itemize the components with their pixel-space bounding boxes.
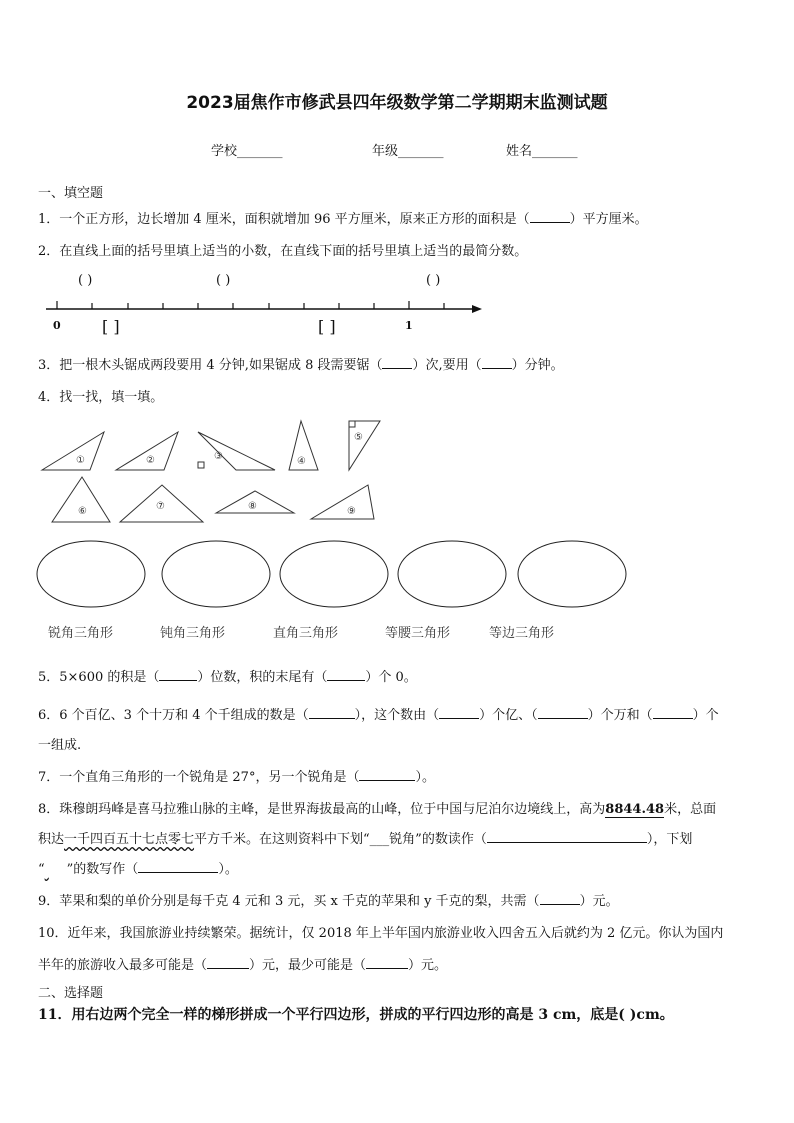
q8-text-g: ”的数写作（ — [66, 862, 139, 877]
school-field[interactable]: 学校_______ — [211, 144, 283, 159]
q6-text-d: ）个万和（ — [587, 708, 653, 723]
q5-text-c: ）个 0。 — [365, 670, 417, 685]
triangle-5-label: ⑤ — [354, 432, 363, 443]
page-title: 2023届焦作市修武县四年级数学第二学期期末监测试题 — [186, 93, 608, 113]
q8-text-a: 8．珠穆朗玛峰是喜马拉雅山脉的主峰，是世界海拔最高的山峰，位于中国与尼泊尔边境线上，高为 — [38, 802, 606, 817]
q3-text-c: ）分钟。 — [511, 358, 564, 373]
ellipse-obtuse[interactable] — [162, 541, 270, 607]
q9-text-a: 9．苹果和梨的单价分别是每千克 4 元和 3 元，买 x 千克的苹果和 y 千克的梨，共需（ — [38, 894, 540, 909]
triangle-1-label: ① — [76, 455, 85, 466]
q9-blank[interactable] — [540, 892, 580, 905]
category-ellipses — [36, 540, 632, 610]
q6-text-a: 6．6 个百亿、3 个十万和 4 个千组成的数是（ — [38, 708, 309, 723]
triangle-7-label: ⑦ — [156, 501, 165, 512]
q8-text-b: 米，总面 — [664, 802, 717, 817]
q7-text-b: ）。 — [415, 770, 435, 785]
q8-blank-2[interactable] — [138, 860, 218, 873]
triangle-1 — [42, 432, 104, 470]
category-equilateral: 等边三角形 — [489, 626, 555, 641]
question-8-line-2 — [38, 828, 692, 847]
q6-blank-2[interactable] — [439, 706, 479, 719]
question-11: 11．用右边两个完全一样的梯形拼成一个平行四边形，拼成的平行四边形的高是 3 cm，底是( )cm。 — [38, 1007, 674, 1023]
question-6-cont: 一组成. — [38, 738, 82, 753]
q8-blank-1[interactable] — [487, 830, 647, 843]
q6-blank-1[interactable] — [309, 706, 355, 719]
ellipse-equilateral[interactable] — [518, 541, 626, 607]
nl-bottom-bracket-2[interactable]: [ ] — [318, 317, 336, 336]
q3-blank-1[interactable] — [382, 356, 412, 369]
q5-blank-2[interactable] — [327, 668, 365, 681]
triangle-9 — [311, 485, 374, 519]
nl-top-paren-2[interactable]: ( ) — [216, 273, 231, 288]
q8-text-d: 平方千米。在这则资料中下划“___锐角”的数读作（ — [194, 832, 487, 847]
triangle-9-label: ⑨ — [347, 506, 356, 517]
triangle-3 — [198, 432, 275, 470]
question-8-line-3 — [38, 858, 238, 877]
nl-label-1: 1 — [405, 319, 413, 332]
name-field[interactable]: 姓名_______ — [506, 144, 578, 159]
category-right: 直角三角形 — [273, 626, 339, 641]
q10-text-b: 半年的旅游收入最多可能是（ — [38, 958, 208, 973]
question-5 — [38, 666, 417, 685]
q3-text-b: ）次,要用（ — [412, 358, 482, 373]
triangle-2-label: ② — [146, 455, 155, 466]
q1-blank[interactable] — [530, 210, 570, 223]
q8-text-e: ），下划 — [646, 832, 693, 847]
q8-text-h: ）。 — [218, 862, 238, 877]
ellipse-acute[interactable] — [37, 541, 145, 607]
right-angle-mark-3 — [198, 462, 204, 468]
q6-text-b: ），这个数由（ — [354, 708, 440, 723]
nl-top-paren-1[interactable]: ( ) — [78, 273, 93, 288]
q10-blank-2[interactable] — [366, 956, 408, 969]
q8-height-value: 8844.48 — [605, 802, 665, 817]
q5-blank-1[interactable] — [159, 668, 197, 681]
q8-text-c: 积达 — [38, 832, 65, 847]
triangle-3-label: ③ — [214, 451, 223, 462]
q6-text-c: ）个亿、（ — [479, 708, 538, 723]
q1-text-a: 1．一个正方形，边长增加 4 厘米，面积就增加 96 平方厘米，原来正方形的面积是（ — [38, 212, 530, 227]
triangle-4-label: ④ — [297, 456, 306, 467]
q7-text-a: 7．一个直角三角形的一个锐角是 27°，另一个锐角是（ — [38, 770, 360, 785]
nl-label-0: 0 — [53, 319, 61, 332]
q6-blank-4[interactable] — [653, 706, 693, 719]
question-10-line-1: 10．近年来，我国旅游业持续繁荣。据统计，仅 2018 年上半年国内旅游业收入四舍五入后就约为 2 亿元。你认为国内 — [38, 926, 724, 941]
triangle-5 — [349, 421, 380, 470]
triangle-8-label: ⑧ — [248, 501, 257, 512]
nl-ticks — [57, 301, 444, 309]
q10-text-c: ）元，最少可能是（ — [249, 958, 367, 973]
q3-text-a: 3．把一根木头锯成两段要用 4 分钟,如果锯成 8 段需要锯（ — [38, 358, 383, 373]
category-obtuse: 钝角三角形 — [160, 626, 226, 641]
right-angle-mark-5 — [349, 421, 355, 427]
question-3 — [38, 354, 564, 373]
section-fill-heading: 一、填空题 — [38, 186, 104, 201]
category-acute: 锐角三角形 — [48, 626, 114, 641]
q5-text-b: ）位数，积的末尾有（ — [197, 670, 328, 685]
triangle-6-label: ⑥ — [78, 506, 87, 517]
q5-text-a: 5．5×600 的积是（ — [38, 670, 160, 685]
question-4: 4．找一找，填一填。 — [38, 390, 164, 405]
q1-text-b: ）平方厘米。 — [569, 212, 648, 227]
ellipse-isosceles[interactable] — [398, 541, 506, 607]
nl-arrow — [472, 305, 482, 313]
question-1 — [38, 208, 648, 227]
question-10-line-2 — [38, 954, 447, 973]
nl-top-paren-3[interactable]: ( ) — [426, 273, 441, 288]
q8-area-value: 一千四百五十七点零七 — [64, 832, 195, 847]
grade-field[interactable]: 年级_______ — [372, 144, 444, 159]
q10-text-d: ）元。 — [408, 958, 448, 973]
q10-blank-1[interactable] — [207, 956, 249, 969]
number-line — [40, 268, 490, 340]
q8-wavy-mark — [45, 862, 67, 877]
q3-blank-2[interactable] — [482, 356, 512, 369]
q8-text-f: “ — [38, 862, 45, 877]
question-6 — [38, 704, 719, 723]
triangle-figures — [38, 418, 398, 528]
q9-text-b: ）元。 — [579, 894, 619, 909]
q7-blank[interactable] — [359, 768, 415, 781]
q6-text-e: ）个 — [692, 708, 719, 723]
ellipse-right[interactable] — [280, 541, 388, 607]
question-7 — [38, 766, 435, 785]
question-8-line-1 — [38, 798, 716, 817]
section-choice-heading: 二、选择题 — [38, 986, 104, 1001]
q6-blank-3[interactable] — [538, 706, 588, 719]
question-2: 2．在直线上面的括号里填上适当的小数，在直线下面的括号里填上适当的最简分数。 — [38, 244, 528, 259]
nl-bottom-bracket-1[interactable]: [ ] — [102, 317, 120, 336]
category-isosceles: 等腰三角形 — [385, 626, 451, 641]
question-9 — [38, 890, 619, 909]
